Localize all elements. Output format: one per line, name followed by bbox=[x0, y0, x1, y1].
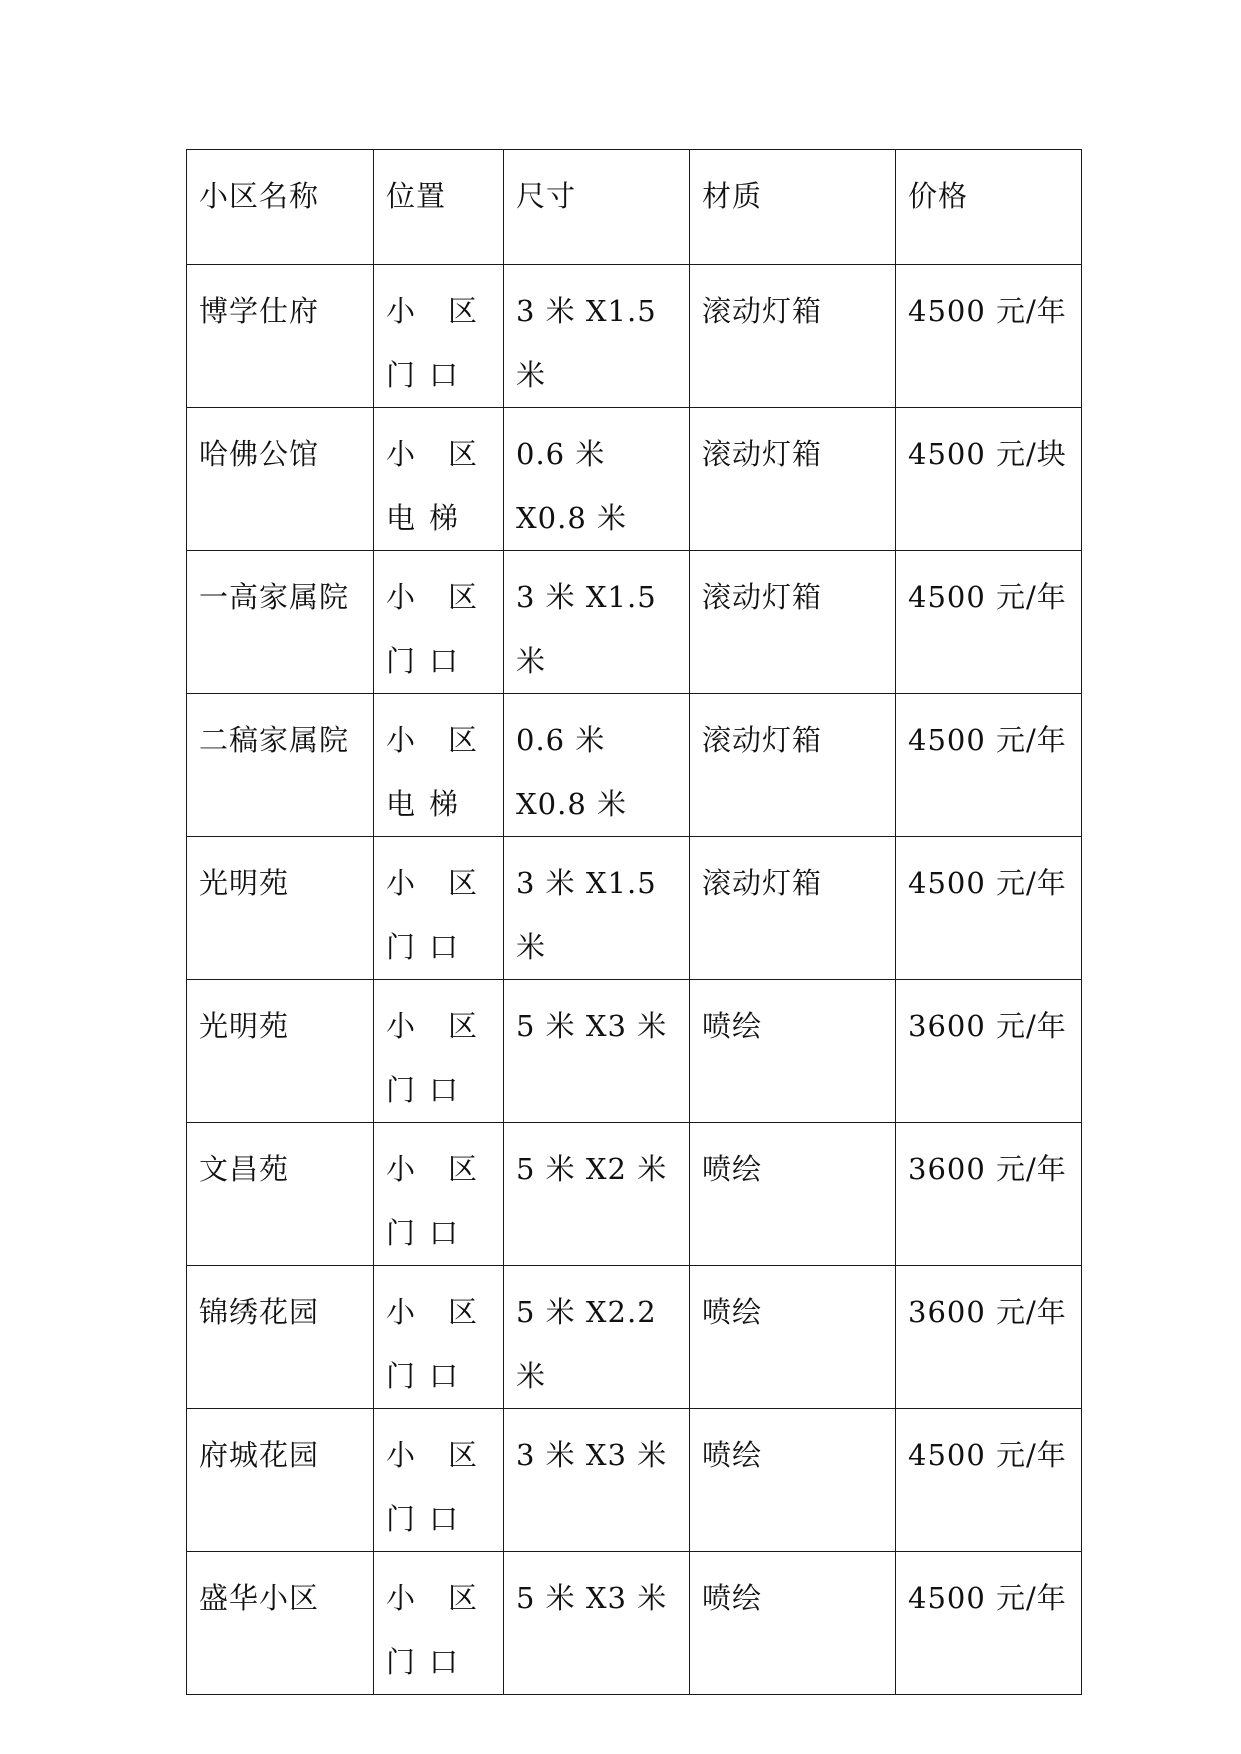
cell-size: 3 米 X1.5 米 bbox=[504, 837, 690, 980]
cell-location bbox=[374, 408, 504, 551]
cell-price: 4500 元/年 bbox=[896, 551, 1082, 694]
cell-price: 3600 元/年 bbox=[896, 980, 1082, 1123]
header-material: 材质 bbox=[690, 150, 896, 265]
cell-name: 一高家属院 bbox=[187, 551, 374, 694]
cell-name: 盛华小区 bbox=[187, 1552, 374, 1695]
header-size: 尺寸 bbox=[504, 150, 690, 265]
location-text: 小区门口 bbox=[386, 1295, 491, 1393]
cell-location bbox=[374, 1552, 504, 1695]
cell-price: 4500 元/年 bbox=[896, 265, 1082, 408]
location-text: 小区门口 bbox=[386, 1581, 491, 1679]
cell-location bbox=[374, 980, 504, 1123]
table-row bbox=[187, 1266, 1082, 1409]
table-row bbox=[187, 837, 1082, 980]
header-price: 价格 bbox=[896, 150, 1082, 265]
cell-location bbox=[374, 1266, 504, 1409]
cell-material: 喷绘 bbox=[690, 1266, 896, 1409]
table-row bbox=[187, 1409, 1082, 1552]
cell-material: 滚动灯箱 bbox=[690, 551, 896, 694]
cell-name: 二稿家属院 bbox=[187, 694, 374, 837]
location-text: 小区门口 bbox=[386, 580, 491, 678]
table-row bbox=[187, 408, 1082, 551]
location-text: 小区门口 bbox=[386, 1438, 491, 1536]
cell-material: 喷绘 bbox=[690, 1552, 896, 1695]
header-location: 位置 bbox=[374, 150, 504, 265]
cell-material: 喷绘 bbox=[690, 980, 896, 1123]
cell-material: 滚动灯箱 bbox=[690, 837, 896, 980]
table-row bbox=[187, 1552, 1082, 1695]
cell-location bbox=[374, 1409, 504, 1552]
cell-name: 光明苑 bbox=[187, 980, 374, 1123]
cell-price: 4500 元/年 bbox=[896, 1552, 1082, 1695]
location-text: 小区电梯 bbox=[386, 437, 491, 535]
cell-location bbox=[374, 837, 504, 980]
location-text: 小区门口 bbox=[386, 866, 491, 964]
cell-price: 4500 元/块 bbox=[896, 408, 1082, 551]
cell-name: 博学仕府 bbox=[187, 265, 374, 408]
table-row bbox=[187, 1123, 1082, 1266]
cell-size: 0.6 米 X0.8 米 bbox=[504, 408, 690, 551]
cell-name: 文昌苑 bbox=[187, 1123, 374, 1266]
cell-price: 3600 元/年 bbox=[896, 1266, 1082, 1409]
table-row bbox=[187, 265, 1082, 408]
cell-size: 5 米 X3 米 bbox=[504, 980, 690, 1123]
cell-size: 3 米 X1.5 米 bbox=[504, 265, 690, 408]
table-row bbox=[187, 694, 1082, 837]
cell-size: 3 米 X1.5 米 bbox=[504, 551, 690, 694]
cell-name: 府城花园 bbox=[187, 1409, 374, 1552]
table-row bbox=[187, 551, 1082, 694]
table-header-row bbox=[187, 150, 1082, 265]
cell-size: 0.6 米 X0.8 米 bbox=[504, 694, 690, 837]
cell-size: 5 米 X3 米 bbox=[504, 1552, 690, 1695]
cell-location bbox=[374, 1123, 504, 1266]
cell-name: 锦绣花园 bbox=[187, 1266, 374, 1409]
community-ad-table bbox=[186, 149, 1082, 1695]
cell-price: 4500 元/年 bbox=[896, 837, 1082, 980]
cell-location bbox=[374, 551, 504, 694]
location-text: 小区门口 bbox=[386, 1152, 491, 1250]
cell-material: 滚动灯箱 bbox=[690, 408, 896, 551]
location-text: 小区门口 bbox=[386, 1009, 491, 1107]
cell-price: 4500 元/年 bbox=[896, 694, 1082, 837]
location-text: 小区门口 bbox=[386, 294, 491, 392]
cell-material: 滚动灯箱 bbox=[690, 265, 896, 408]
cell-material: 喷绘 bbox=[690, 1123, 896, 1266]
cell-location bbox=[374, 694, 504, 837]
cell-price: 4500 元/年 bbox=[896, 1409, 1082, 1552]
cell-size: 5 米 X2 米 bbox=[504, 1123, 690, 1266]
cell-name: 光明苑 bbox=[187, 837, 374, 980]
cell-location bbox=[374, 265, 504, 408]
header-name: 小区名称 bbox=[187, 150, 374, 265]
cell-material: 滚动灯箱 bbox=[690, 694, 896, 837]
cell-size: 3 米 X3 米 bbox=[504, 1409, 690, 1552]
cell-size: 5 米 X2.2 米 bbox=[504, 1266, 690, 1409]
table-row bbox=[187, 980, 1082, 1123]
location-text: 小区电梯 bbox=[386, 723, 491, 821]
cell-name: 哈佛公馆 bbox=[187, 408, 374, 551]
cell-material: 喷绘 bbox=[690, 1409, 896, 1552]
cell-price: 3600 元/年 bbox=[896, 1123, 1082, 1266]
